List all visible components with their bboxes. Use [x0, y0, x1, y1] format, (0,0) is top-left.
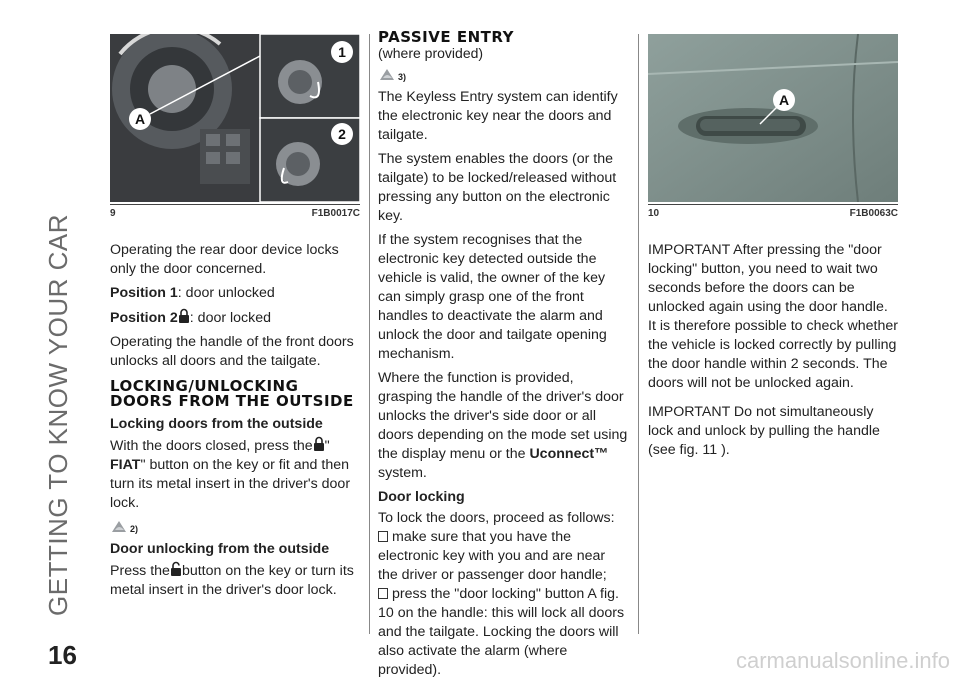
- keyless-paragraph-4-text: Where the function is provided, grasping the handle of the driver's door unlocks the driver's side door or all doors depending on the mode set using the display menu or the: [378, 370, 628, 462]
- column-1: [110, 34, 360, 605]
- front-handle-paragraph: Operating the handle of the front doors unlocks all doors and the tailgate.: [110, 334, 354, 369]
- important-paragraph-2: IMPORTANT Do not simultaneously lock and unlock by pulling the handle (see fig. 11 ).: [648, 404, 880, 458]
- position-1-line: [110, 284, 360, 303]
- section-title-text: GETTING TO KNOW YOUR CAR: [43, 213, 73, 616]
- figure-10-number: 10: [648, 208, 660, 219]
- figure-9-code: F1B0017C: [311, 208, 360, 219]
- warning-note-3: [378, 66, 628, 82]
- locking-title: Locking doors from the outside: [110, 416, 323, 432]
- figure-10-caption: [648, 204, 898, 219]
- warning-hand-icon: [110, 518, 128, 534]
- figure-10-code: F1B0063C: [849, 208, 898, 219]
- figure-9-image: [110, 34, 360, 202]
- page-number: 16: [48, 640, 77, 670]
- position-1-text: : door unlocked: [177, 285, 275, 301]
- watermark: carmanualsonline.info: [735, 648, 950, 673]
- lock-icon: [178, 308, 190, 324]
- figure-9-caption: [110, 204, 360, 219]
- warning-ref-3: 3): [398, 72, 407, 82]
- passive-entry-subheading: (where provided): [378, 45, 484, 61]
- figure-10-image: [648, 34, 898, 202]
- figure-9: [110, 34, 360, 219]
- column-divider-left: [369, 34, 370, 634]
- figure-9-number: 9: [110, 208, 116, 219]
- door-locking-step-2-text: press the "door locking" button A fig. 10 on the handle: this will lock all doors and the tailgate. Locking the doors will also activate the alarm (where provided).: [378, 586, 625, 678]
- warning-hand-icon: [378, 66, 396, 82]
- door-locking-title: Door locking: [378, 489, 465, 505]
- door-locking-step-1-text: make sure that you have the electronic key with you and are near the driver or passenger door handle;: [378, 529, 607, 583]
- locking-paragraph: [110, 436, 360, 513]
- position-2-label: Position 2: [110, 310, 178, 326]
- locking-text-c: " button on the key or fit and then turn its metal insert in the driver's door lock.: [110, 457, 351, 511]
- warning-ref-2: 2): [130, 524, 139, 534]
- fiat-label: FIAT: [110, 457, 141, 473]
- section-heading-locking-unlocking: LOCKING/UNLOCKING DOORS FROM THE OUTSIDE: [110, 377, 354, 410]
- position-2-line: [110, 308, 360, 328]
- callout-2-label: 2: [338, 126, 346, 142]
- unlocking-title: Door unlocking from the outside: [110, 541, 330, 557]
- locking-text-b: ": [324, 438, 330, 454]
- callout-a-label: A: [134, 111, 146, 127]
- callout-a-label: A: [778, 92, 790, 108]
- lock-icon: [313, 436, 325, 452]
- keyless-paragraph-4-end: system.: [378, 465, 427, 481]
- figure-10: [648, 34, 898, 219]
- keyless-paragraph-3: If the system recognises that the electronic key detected outside the vehicle is valid, the owner of the key can simply grasp one of the front handles to deactivate the alarm and unlock the door and tailgate opening mechanism.: [378, 232, 607, 362]
- checkbox-bullet-icon: [378, 588, 388, 599]
- important-paragraph-1: IMPORTANT After pressing the "door locking" button, you need to wait two seconds before the doors can be unlocked again using the door handle. It is therefore possible to check whether the vehicle is locked correctly by pulling the door handle within 2 seconds. The doors will not be unlocked again.: [648, 242, 898, 391]
- unlocking-text-a: Press the: [110, 563, 170, 579]
- door-locking-step-1: [378, 528, 628, 585]
- section-heading-passive-entry: PASSIVE ENTRY: [378, 28, 514, 46]
- uconnect-label: Uconnect™: [529, 446, 609, 462]
- warning-note-2: [110, 518, 360, 534]
- door-locking-intro: To lock the doors, proceed as follows:: [378, 510, 615, 526]
- unlocking-paragraph: [110, 561, 360, 600]
- door-locking-step-2: [378, 585, 628, 680]
- column-3: [648, 34, 898, 465]
- column-2: [378, 30, 628, 685]
- keyless-paragraph-1: The Keyless Entry system can identify the electronic key near the doors and tailgate.: [378, 89, 618, 143]
- callout-1-label: 1: [338, 44, 346, 60]
- locking-text-a: With the doors closed, press the: [110, 438, 313, 454]
- section-side-title: [38, 36, 78, 616]
- unlocking-text-b: button on the key or turn its metal insert in the driver's door lock.: [110, 563, 354, 598]
- checkbox-bullet-icon: [378, 531, 388, 542]
- keyless-paragraph-4: [378, 369, 628, 483]
- column-divider-right: [638, 34, 639, 634]
- rear-door-paragraph: Operating the rear door device locks only the door concerned.: [110, 242, 339, 277]
- position-2-text: : door locked: [189, 310, 272, 326]
- keyless-paragraph-2: The system enables the doors (or the tailgate) to be locked/released without pressing any button on the electronic key.: [378, 151, 617, 224]
- unlock-icon: [170, 561, 182, 577]
- position-1-label: Position 1: [110, 285, 178, 301]
